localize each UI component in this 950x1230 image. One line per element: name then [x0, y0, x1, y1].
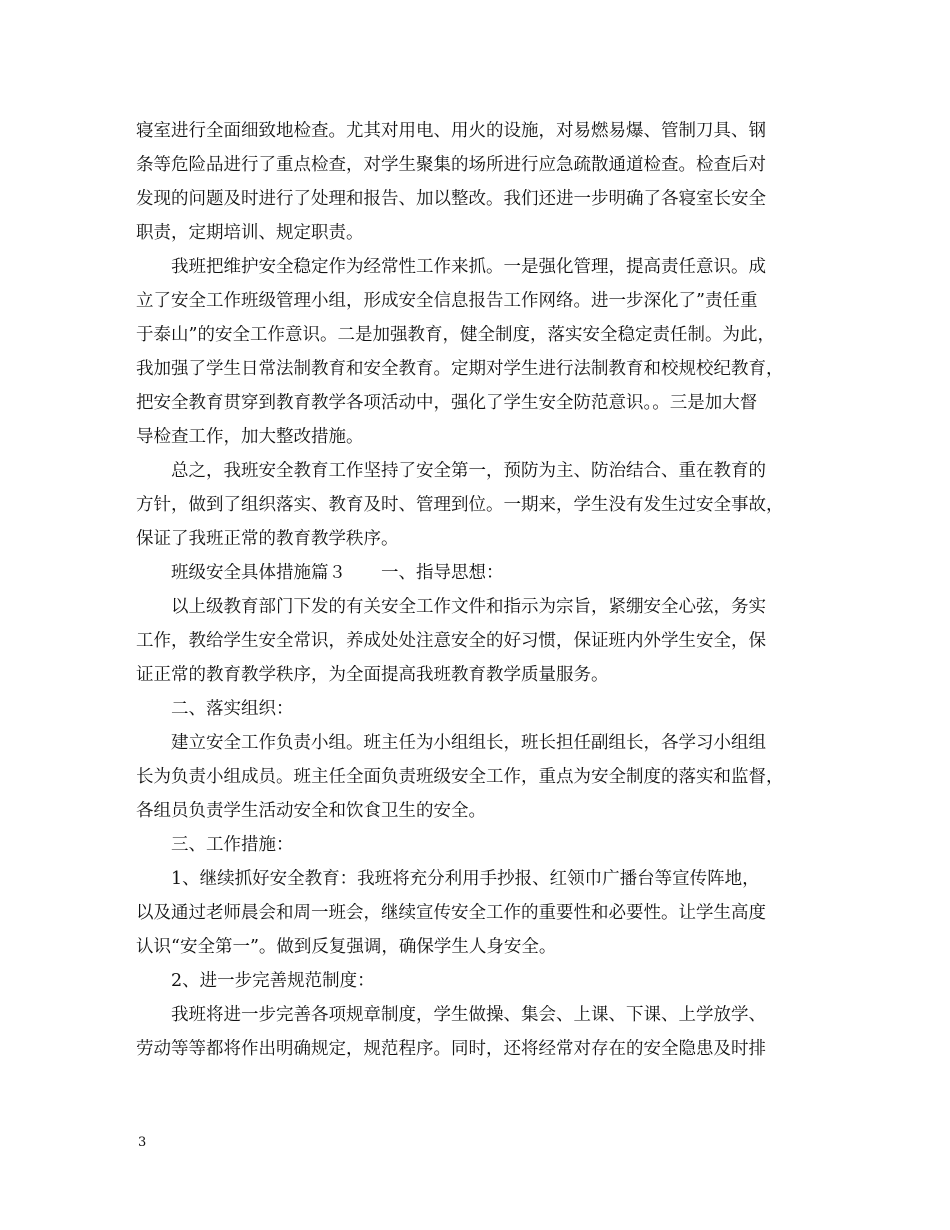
section-heading: 三、工作措施：	[171, 835, 294, 855]
text-line: 导检查工作，加大整改措施。	[136, 427, 364, 447]
text-line: 我班将进一步完善各项规章制度，学生做操、集会、上课、下课、上学放学、	[171, 1005, 766, 1025]
section-heading: 二、落实组织：	[171, 699, 294, 719]
section-heading: 班级安全具体措施篇３ 一、指导思想：	[171, 563, 504, 583]
text-line: 于泰山”的安全工作意识。二是加强教育，健全制度，落实安全稳定责任制。为此，	[136, 325, 775, 345]
text-line: 以及通过老师晨会和周一班会，继续宣传安全工作的重要性和必要性。让学生高度	[136, 903, 766, 923]
text-line: 证正常的教育教学秩序，为全面提高我班教育教学质量服务。	[136, 665, 609, 685]
text-line: 工作，教给学生安全常识，养成处处注意安全的好习惯，保证班内外学生安全，保	[136, 631, 766, 651]
text-line: 职责，定期培训、规定职责。	[136, 223, 364, 243]
text-line: 我加强了学生日常法制教育和安全教育。定期对学生进行法制教育和校规校纪教育，	[136, 359, 784, 379]
text-line: 劳动等等都将作出明确规定，规范程序。同时，还将经常对存在的安全隐患及时排	[136, 1039, 766, 1059]
text-line: 以上级教育部门下发的有关安全工作文件和指示为宗旨，紧绷安全心弦，务实	[171, 597, 766, 617]
text-line: 把安全教育贯穿到教育教学各项活动中，强化了学生安全防范意识。。三是加大督	[136, 393, 758, 413]
text-line: 条等危险品进行了重点检查，对学生聚集的场所进行应急疏散通道检查。检查后对	[136, 155, 766, 175]
body-text	[136, 114, 826, 1066]
text-line: 总之，我班安全教育工作坚持了安全第一，预防为主、防治结合、重在教育的	[171, 461, 766, 481]
page-number: 3	[138, 1135, 147, 1150]
text-line: 长为负责小组成员。班主任全面负责班级安全工作，重点为安全制度的落实和监督，	[136, 767, 784, 787]
text-line: 1、继续抓好安全教育：我班将充分利用手抄报、红领巾广播台等宣传阵地，	[171, 869, 760, 889]
text-line: 认识“安全第一”。做到反复强调，确保学生人身安全。	[136, 937, 557, 957]
text-line: 发现的问题及时进行了处理和报告、加以整改。我们还进一步明确了各寝室长安全	[136, 189, 766, 209]
section-heading: 2、进一步完善规范制度：	[171, 971, 375, 991]
text-line: 寝室进行全面细致地检查。尤其对用电、用火的设施，对易燃易爆、管制刀具、钢	[136, 121, 766, 141]
text-line: 立了安全工作班级管理小组，形成安全信息报告工作网络。进一步深化了”责任重	[136, 291, 758, 311]
text-line: 保证了我班正常的教育教学秩序。	[136, 529, 399, 549]
text-line: 各组员负责学生活动安全和饮食卫生的安全。	[136, 801, 486, 821]
text-line: 方针，做到了组织落实、教育及时、管理到位。一期来，学生没有发生过安全事故，	[136, 495, 784, 515]
text-line: 我班把维护安全稳定作为经常性工作来抓。一是强化管理，提高责任意识。成	[171, 257, 766, 277]
text-line: 建立安全工作负责小组。班主任为小组组长，班长担任副组长，各学习小组组	[171, 733, 766, 753]
